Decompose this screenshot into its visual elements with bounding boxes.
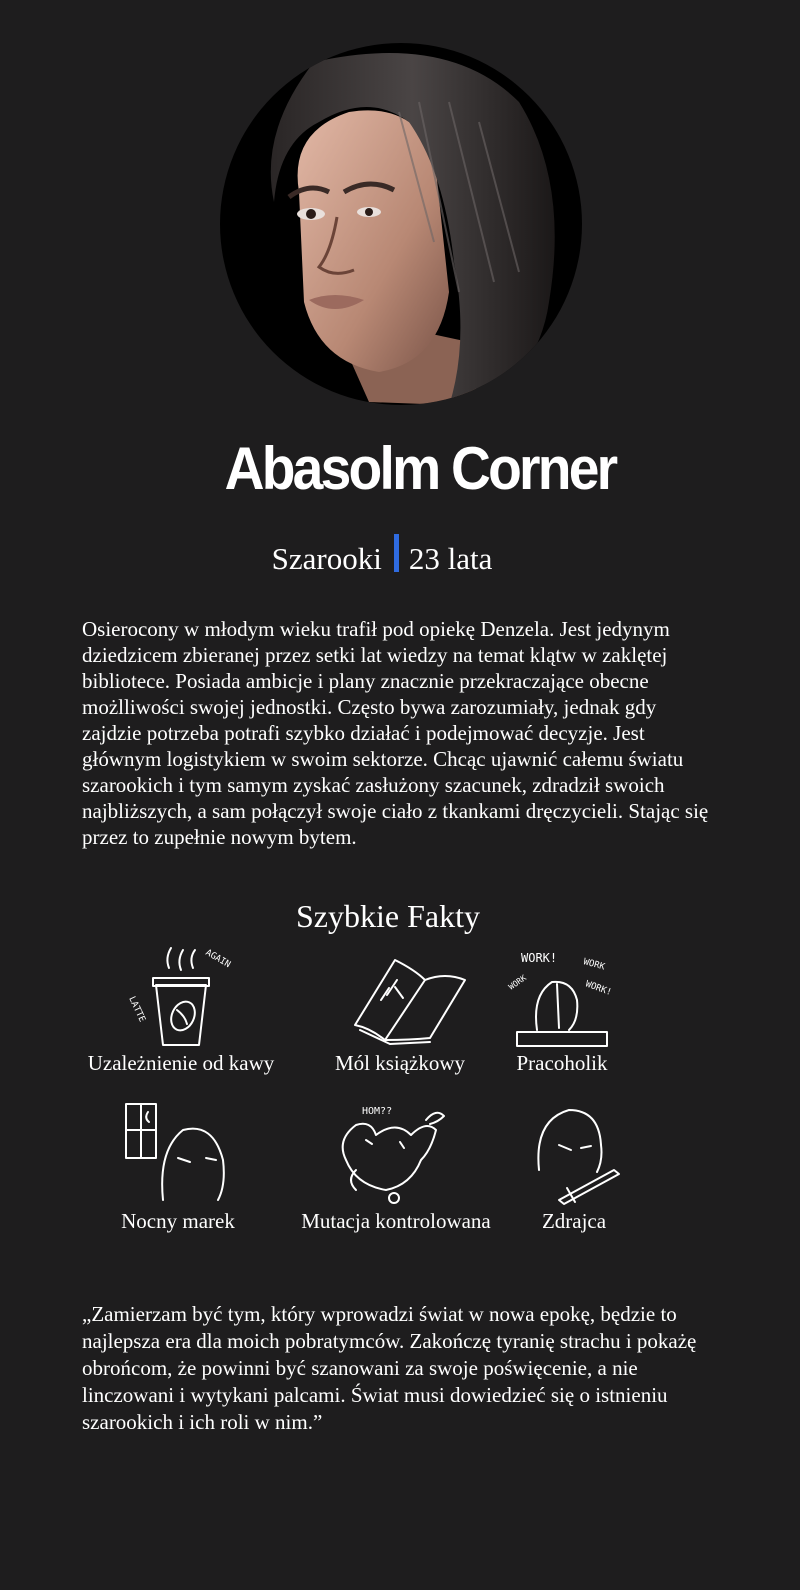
fact-doodle-text: LATTE	[126, 995, 147, 1024]
fact-label: Mól książkowy	[334, 1051, 466, 1075]
fact-label: Uzależnienie od kawy	[87, 1051, 275, 1075]
character-portrait	[219, 42, 583, 406]
fact-label: Zdrajca	[541, 1209, 607, 1233]
character-subline	[0, 534, 782, 579]
fact-doodle-text: AGAIN	[203, 947, 232, 971]
mutation-icon	[326, 1100, 466, 1208]
night-owl-icon	[118, 1100, 238, 1208]
character-name: Abasolm Corner	[224, 435, 616, 502]
fact-night-owl	[63, 1100, 293, 1234]
character-quote: „Zamierzam być tym, który wprowadzi świat w nowa epokę, będzie to najlepsza era dla moich pobratymców. Zakończę tyranię strachu i pokażę obrońcom, że powinni być szanowani za swoje poświęcenie, a nie linczowani i wytykani palcami. Świat musi dowiedzieć się o istnieniu szarookich i ich roli w nim.”	[82, 1302, 697, 1434]
fact-doodle-text: HOM??	[362, 1106, 393, 1117]
workaholic-icon	[497, 940, 627, 1050]
character-race: Szarooki	[271, 541, 382, 576]
fact-workaholic	[447, 940, 677, 1076]
traitor-dagger-icon	[519, 1100, 629, 1208]
fact-coffee	[66, 940, 296, 1076]
fact-label: Mutacja kontrolowana	[301, 1209, 491, 1233]
fact-doodle-text: WORK!	[583, 979, 613, 999]
fact-doodle-text: WORK	[582, 957, 606, 973]
fact-doodle-text: WORK!	[521, 951, 558, 965]
character-age: 23 lata	[408, 541, 493, 576]
fact-traitor	[459, 1100, 689, 1234]
fact-doodle-text: WORK	[506, 973, 528, 992]
fact-label: Pracoholik	[516, 1051, 608, 1075]
fact-label: Nocny marek	[121, 1209, 235, 1233]
coffee-cup-icon	[121, 940, 241, 1050]
character-bio: Osierocony w młodym wieku trafił pod opiekę Denzela. Jest jedynym dziedzicem zbieranej przez setki lat wiedzy na temat klątw w zaklętej bibliotece. Posiada ambicje i plany znacznie przekraczające obecne możlliwości swojej jednostki. Często bywa zarozumiały, jednak gdy zajdzie potrzeba potrafi szybko działać i podejmować decyzje. Jest głównym logistykiem w swoim sektorze. Chcąc ujawnić całemu światu szarookich i tym samym zyskać zasłużony szacunek, zdradził swoich najbliższych, a sam połączył swoje ciało z tkankami dręczycieli. Stając się przez to zupełnie nowym bytem.	[82, 617, 709, 849]
facts-title: Szybkie Fakty	[296, 898, 480, 934]
separator-bar	[394, 534, 399, 572]
